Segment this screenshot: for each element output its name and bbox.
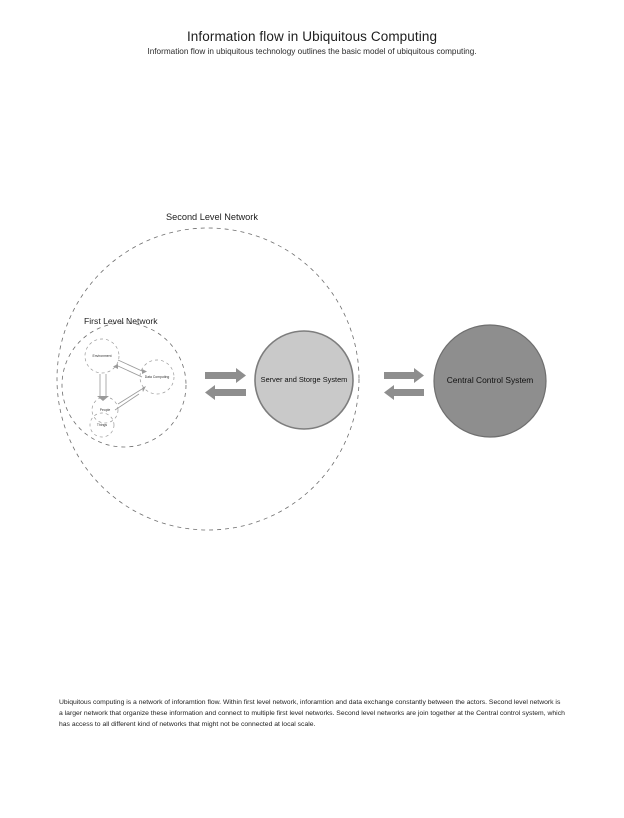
arrow-pair-left xyxy=(205,368,246,400)
arrow-pair-right xyxy=(384,368,424,400)
second-level-network-label: Second Level Network xyxy=(166,212,258,222)
node-label-things: Things xyxy=(96,423,108,427)
footer-caption: Ubiquitous computing is a network of inforamtion flow. Within first level network, inforamtion and data exchange constantly between the actors. Second level network is a larger network that organize these information and connect to multiple first level networks. Second level networks are join together at the Central control system, which has access to all different kind of networks that might not be connected at local scale. xyxy=(59,699,565,729)
page-title: Information flow in Ubiquitous Computing xyxy=(186,29,438,44)
node-label-data-computing: Data Computing xyxy=(144,375,170,379)
node-label-people: People xyxy=(99,408,111,412)
central-control-label: Central Control System xyxy=(446,375,534,385)
first-level-network-label: First Level Network xyxy=(84,316,158,326)
node-label-environment: Environment xyxy=(92,354,112,358)
first-level-network-circle xyxy=(62,323,186,447)
server-and-storage-label: Server and Storge System xyxy=(260,375,348,384)
page-subtitle: Information flow in ubiquitous technology outlines the basic model of ubiquitous computing. xyxy=(147,47,477,56)
node-connectors xyxy=(100,360,142,410)
